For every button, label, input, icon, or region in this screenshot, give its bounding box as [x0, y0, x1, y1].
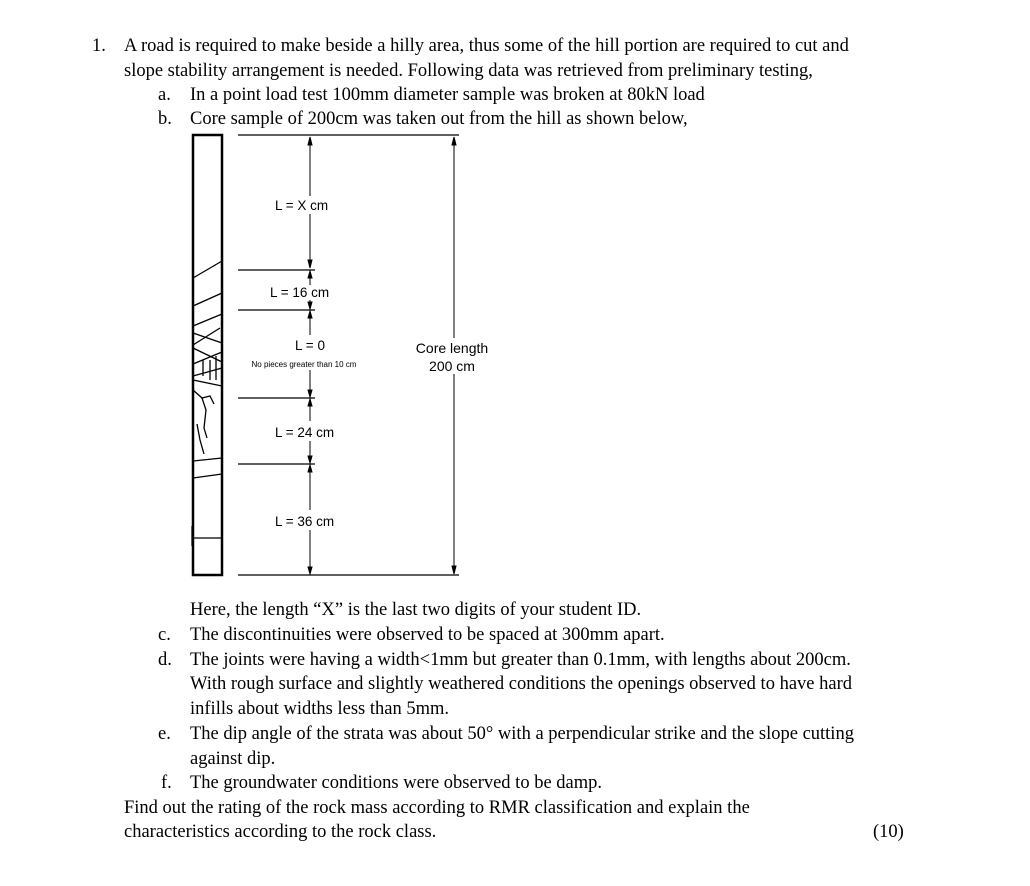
core-sample-figure — [180, 128, 500, 583]
item-f-text: The groundwater conditions were observed to be damp. — [190, 773, 603, 793]
core-fractures — [192, 261, 222, 546]
label-segment-16: L = 16 cm — [270, 285, 330, 300]
item-f-label: f. — [161, 773, 172, 793]
item-b-label: b. — [158, 109, 172, 129]
question-intro-line-1: A road is required to make beside a hilly area, thus some of the hill portion are required to cut and — [124, 36, 849, 56]
label-segment-36: L = 36 cm — [275, 514, 335, 529]
item-d-text-line-1: The joints were having a width<1mm but greater than 0.1mm, with lengths about 200cm. — [190, 650, 851, 670]
item-c-label: c. — [158, 625, 171, 645]
label-segment-24: L = 24 cm — [275, 425, 335, 440]
item-e-label: e. — [158, 724, 171, 744]
item-c-text: The discontinuities were observed to be spaced at 300mm apart. — [190, 625, 665, 645]
label-segment-x: L = X cm — [275, 198, 329, 213]
item-d-text-line-2: With rough surface and slightly weathered conditions the openings observed to have hard — [190, 674, 852, 694]
label-segment-0: L = 0 — [295, 338, 325, 353]
item-e-text-line-2: against dip. — [190, 749, 276, 769]
final-instruction-line-2: characteristics according to the rock class. — [124, 822, 437, 842]
item-a-label: a. — [158, 85, 171, 105]
item-d-text-line-3: infills about widths less than 5mm. — [190, 699, 449, 719]
label-core-length-value: 200 cm — [429, 358, 475, 374]
question-number: 1. — [92, 36, 106, 56]
item-e-text-line-1: The dip angle of the strata was about 50° with a perpendicular strike and the slope cutting — [190, 724, 854, 744]
marks: (10) — [873, 822, 904, 842]
label-core-length: Core length — [415, 340, 489, 356]
final-instruction-line-1: Find out the rating of the rock mass according to RMR classification and explain the — [124, 798, 750, 818]
item-b-text: Core sample of 200cm was taken out from the hill as shown below, — [190, 109, 688, 129]
question-intro-line-2: slope stability arrangement is needed. Following data was retrieved from preliminary testing, — [124, 61, 813, 81]
label-segment-0-note: No pieces greater than 10 cm — [251, 360, 357, 369]
figure-note: Here, the length “X” is the last two digits of your student ID. — [190, 600, 642, 620]
item-a-text: In a point load test 100mm diameter sample was broken at 80kN load — [190, 85, 705, 105]
item-d-label: d. — [158, 650, 172, 670]
